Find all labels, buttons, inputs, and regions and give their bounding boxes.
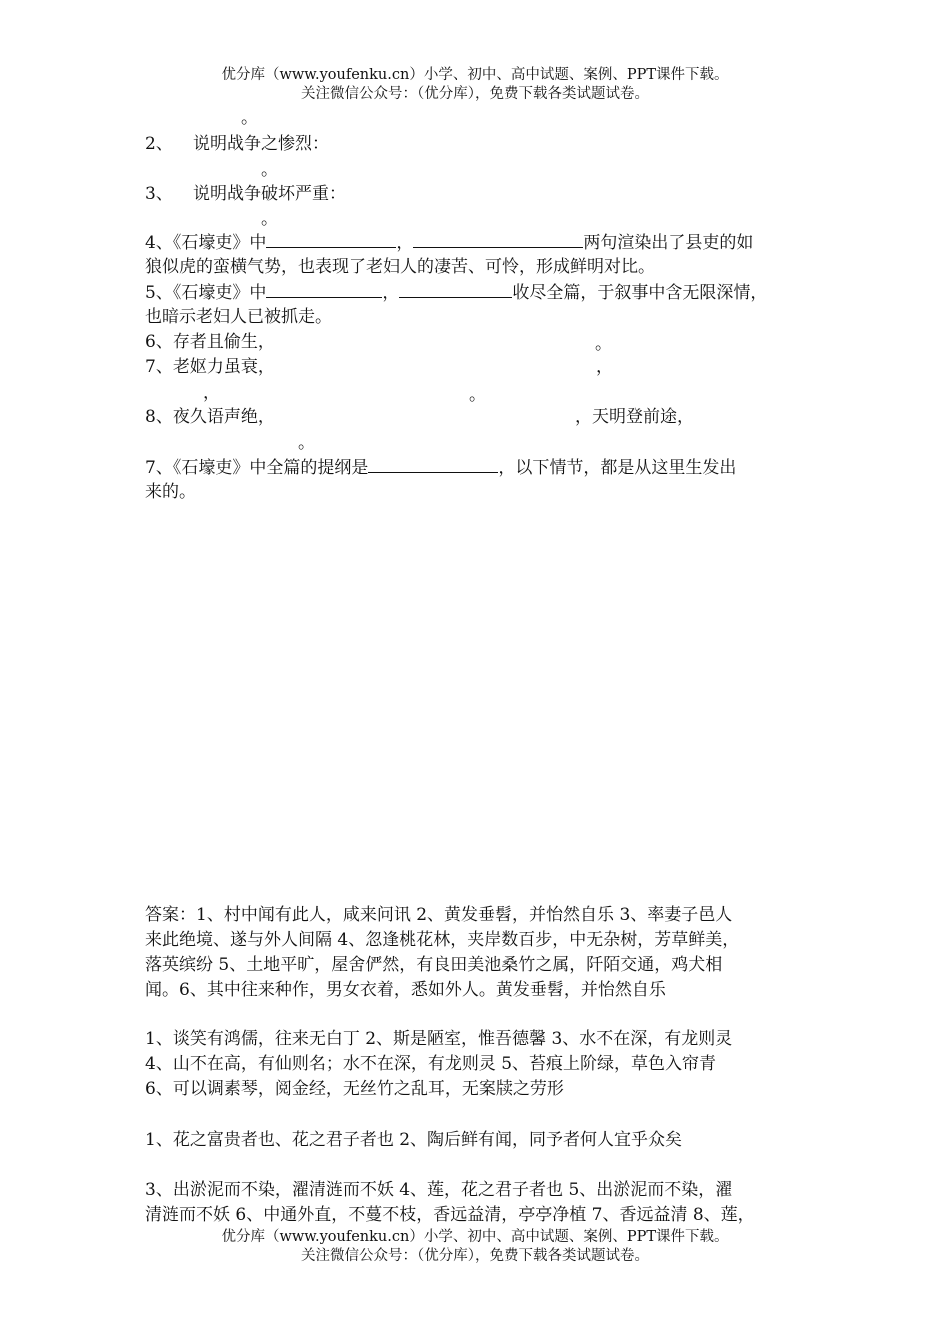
question-outline-blank[interactable] [368, 455, 498, 473]
answer-block-4-line-1: 3、出淤泥而不染，濯清涟而不妖 4、莲，花之君子者也 5、出淤泥而不染，濯 [145, 1180, 733, 1200]
question-6: 6、存者且偷生， [145, 332, 275, 352]
question-4-separator: ， [396, 233, 414, 253]
question-5 [145, 280, 767, 305]
question-5-prefix: 5、《石壕吏》中 [145, 283, 267, 303]
question-4-continued: 狼似虎的蛮横气势，也表现了老妇人的凄苦、可怜，形成鲜明对比。 [145, 257, 655, 277]
page-header-line-2: 关注微信公众号：（优分库），免费下载各类试题试卷。 [301, 86, 649, 102]
question-3 [145, 182, 346, 206]
answer-block-3-line-1: 1、花之富贵者也、花之君子者也 2、陶后鲜有闻，同予者何人宜乎众矣 [145, 1130, 683, 1150]
answer-block-1-line-2: 来此绝境、遂与外人间隔 4、忽逢桃花林，夹岸数百步，中无杂树，芳草鲜美， [145, 930, 740, 950]
question-5-suffix: 收尽全篇，于叙事中含无限深情， [512, 283, 768, 303]
question-6-period: 。 [595, 334, 612, 354]
answer-block-1-line-1: 答案：1、村中闻有此人，咸来问讯 2、黄发垂髫，并怡然自乐 3、率妻子邑人 [145, 905, 733, 925]
question-5-blank-2[interactable] [399, 280, 512, 298]
question-8-period: 。 [298, 433, 315, 453]
question-5-continued: 也暗示老妇人已被抓走。 [145, 307, 332, 327]
question-4 [145, 230, 753, 255]
question-4-prefix: 4、《石壕吏》中 [145, 233, 267, 253]
question-5-separator: ， [382, 283, 400, 303]
question-outline-suffix: ，以下情节，都是从这里生发出 [498, 458, 737, 478]
question-3-period: 。 [261, 209, 278, 229]
question-2-text: 说明战争之惨烈： [193, 134, 329, 154]
question-5-blank-1[interactable] [266, 280, 382, 298]
page-footer-line-1: 优分库（www.youfenku.cn）小学、初中、高中试题、案例、PPT课件下载。 [221, 1229, 729, 1245]
answer-block-4-line-2: 清涟而不妖 6、中通外直，不蔓不枝，香远益清，亭亭净植 7、香远益清 8、莲， [145, 1205, 755, 1225]
question-4-blank-2[interactable] [413, 230, 583, 248]
question-outline-continued: 来的。 [145, 482, 196, 502]
page-header-line-1: 优分库（www.youfenku.cn）小学、初中、高中试题、案例、PPT课件下载。 [221, 67, 729, 83]
question-outline [145, 455, 736, 480]
answer-block-1-line-4: 闻。6、其中往来种作，男女衣着，悉如外人。黄发垂髫，并怡然自乐 [145, 980, 666, 1000]
question-2-number: 2、 [145, 134, 173, 154]
answer-block-2-line-1: 1、谈笑有鸿儒，往来无白丁 2、斯是陋室，惟吾德馨 3、水不在深，有龙则灵 [145, 1029, 733, 1049]
question-4-blank-1[interactable] [266, 230, 396, 248]
question-8: 8、夜久语声绝， [145, 407, 275, 427]
question-2 [145, 132, 329, 156]
question-2-period: 。 [261, 160, 278, 180]
question-8-continued: ，天明登前途， [575, 407, 694, 427]
page-footer-line-2: 关注微信公众号：（优分库），免费下载各类试题试卷。 [301, 1248, 649, 1264]
question-3-text: 说明战争破坏严重： [193, 184, 346, 204]
question-3-number: 3、 [145, 184, 173, 204]
question-outline-prefix: 7、《石壕吏》中全篇的提纲是 [145, 458, 369, 478]
question-4-suffix: 两句渲染出了县吏的如 [583, 233, 754, 253]
answer-block-2-line-2: 4、山不在高，有仙则名；水不在深，有龙则灵 5、苔痕上阶绿，草色入帘青 [145, 1054, 717, 1074]
question-7-comma-2: ， [203, 383, 220, 403]
answer-block-1-line-3: 落英缤纷 5、土地平旷，屋舍俨然，有良田美池桑竹之属，阡陌交通，鸡犬相 [145, 955, 723, 975]
question-7-comma: ， [596, 357, 613, 377]
question-7: 7、老妪力虽衰， [145, 357, 275, 377]
answer-blank-period: 。 [241, 108, 258, 128]
answer-block-2-line-3: 6、可以调素琴，阅金经，无丝竹之乱耳，无案牍之劳形 [145, 1079, 564, 1099]
question-7-period: 。 [469, 385, 486, 405]
